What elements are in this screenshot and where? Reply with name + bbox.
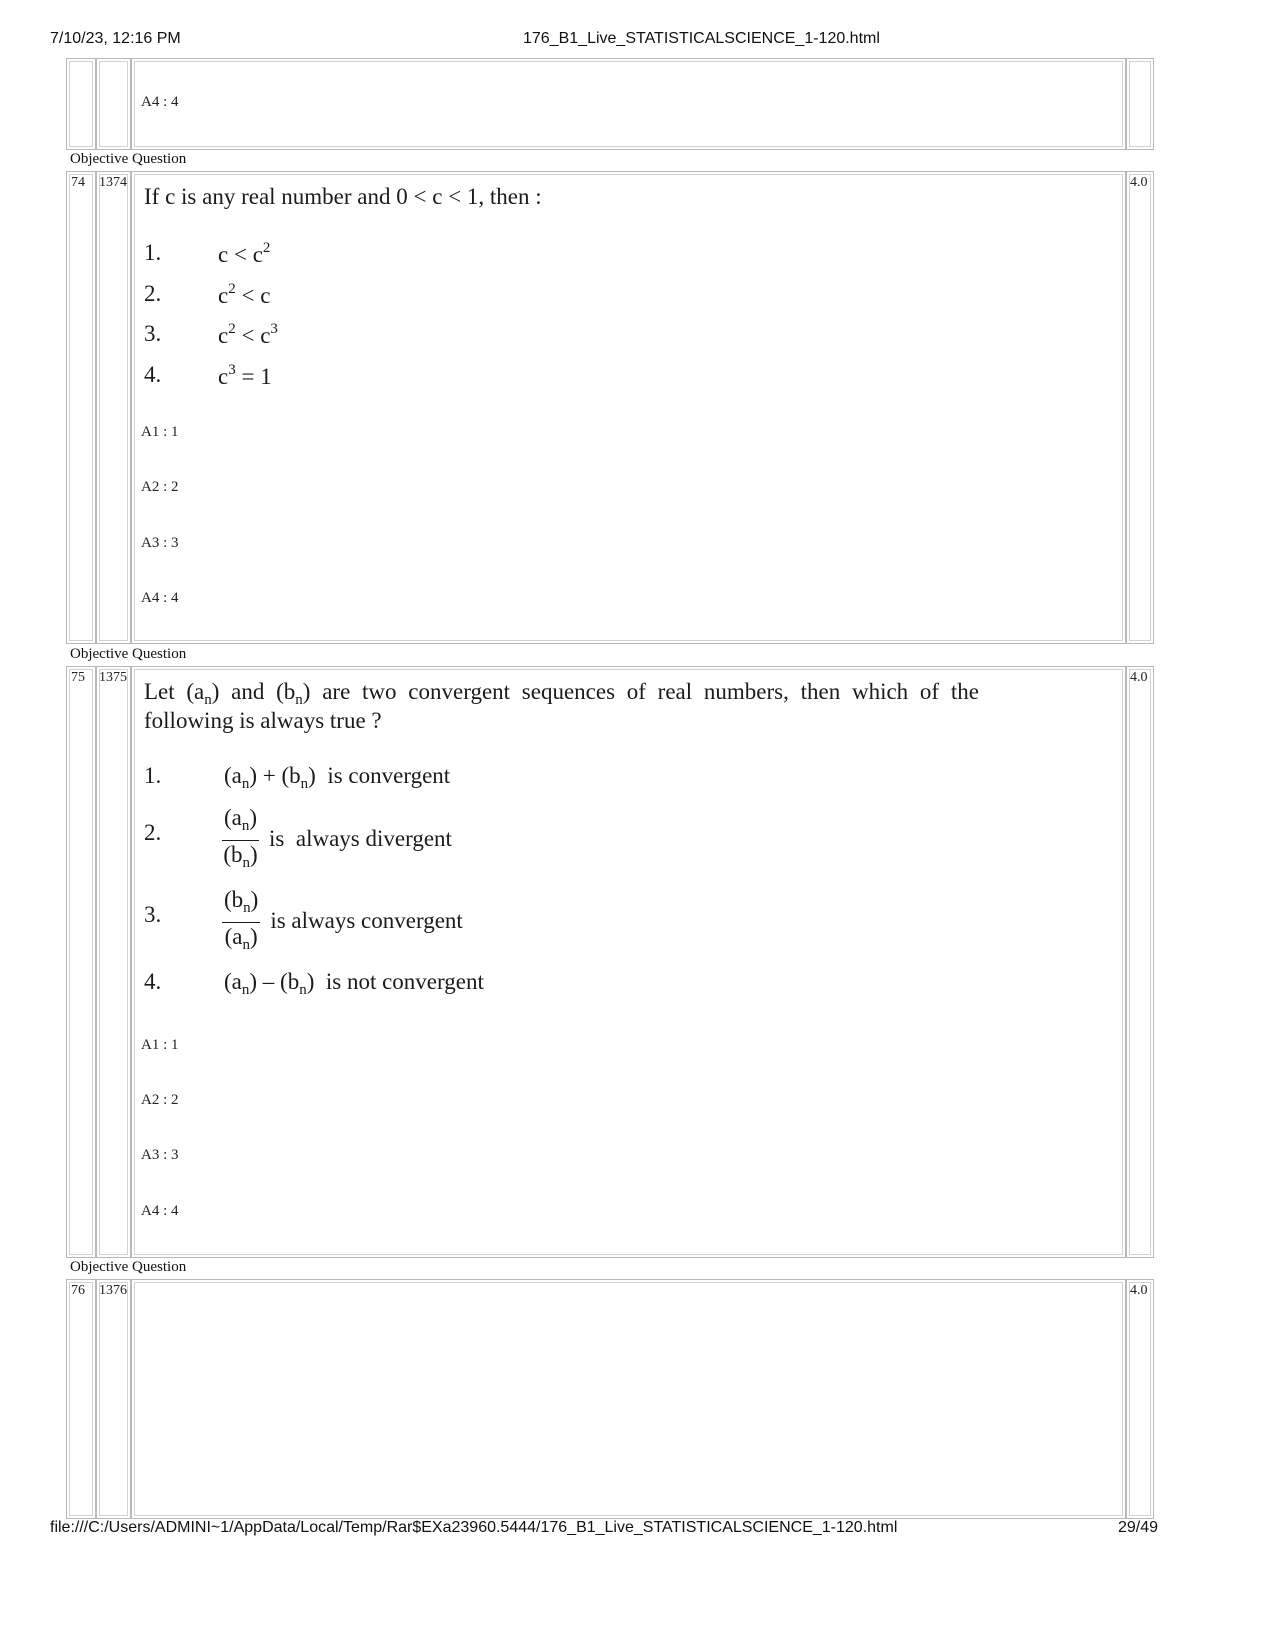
answer-3: A3 : 3 (141, 1147, 179, 1163)
prev-marks-cell (1126, 58, 1154, 150)
question-id: 1375 (99, 670, 127, 685)
serial-number: 74 (71, 175, 85, 190)
question-body-cell (131, 171, 1126, 644)
print-doc-title: 176_B1_Live_STATISTICALSCIENCE_1-120.html (523, 30, 880, 47)
question-body-cell (131, 1279, 1126, 1519)
marks-cell (1126, 666, 1154, 1258)
option-number: 4. (144, 362, 162, 387)
section-label: Objective Question (70, 1259, 187, 1275)
option-expression: $\frac{(b_n)}{(a_n)}$ is always convergent (224, 887, 463, 953)
sno-cell (66, 666, 96, 1258)
answer-1: A1 : 1 (141, 424, 179, 440)
option-number: 3. (144, 902, 162, 927)
marks-cell (1126, 171, 1154, 644)
answer-2: A2 : 2 (141, 479, 179, 495)
qid-cell (96, 171, 131, 644)
sno-cell (66, 171, 96, 644)
answer-1: A1 : 1 (141, 1037, 179, 1053)
option-number: 1. (144, 763, 162, 788)
answer-2: A2 : 2 (141, 1092, 179, 1108)
option-expression: $c^2 < c$ (218, 281, 271, 308)
answer-4: A4 : 4 (141, 1203, 179, 1219)
marks: 4.0 (1130, 1283, 1148, 1298)
print-page-number: 29/49 (1118, 1519, 1159, 1536)
option-expression: $c^3 = 1$ (218, 362, 272, 389)
question-body-cell (131, 666, 1126, 1258)
serial-number: 75 (71, 670, 85, 685)
answer-3: A3 : 3 (141, 535, 179, 551)
print-file-path: file:///C:/Users/ADMINI~1/AppData/Local/Temp/Rar$EXa23960.5444/176_B1_Live_STATISTICALSCIENCE_1-120.html (50, 1519, 901, 1537)
option-expression: $(a_n) - (b_n)$ is not convergent (224, 969, 484, 998)
qid-cell (96, 1279, 131, 1519)
print-datetime: 7/10/23, 12:16 PM (50, 30, 181, 47)
marks-cell (1126, 1279, 1154, 1519)
marks: 4.0 (1130, 670, 1148, 685)
qid-cell (96, 666, 131, 1258)
marks: 4.0 (1130, 175, 1148, 190)
option-number: 1. (144, 240, 162, 265)
serial-number: 76 (71, 1283, 85, 1298)
option-expression: $\frac{(a_n)}{(b_n)}$ is always divergent (223, 805, 452, 871)
option-expression: $c < c^2$ (218, 240, 271, 267)
answer-4: A4 : 4 (141, 590, 179, 606)
sno-cell (66, 1279, 96, 1519)
option-expression: $c^2 < c^3$ (218, 321, 278, 348)
question-text-line-2: following is always true ? (144, 708, 382, 733)
section-label: Objective Question (70, 151, 187, 167)
option-expression: $(a_n) + (b_n)$ is convergent (224, 763, 451, 792)
question-text: If c is any real number and 0 < c < 1, then : (144, 184, 542, 209)
option-number: 2. (144, 820, 162, 845)
question-text-line-1: Let $(a_n)$ and $(b_n)$ are two convergent sequences of real numbers, then which of the (144, 679, 979, 708)
prev-qid-cell (96, 58, 131, 150)
prev-sno-cell (66, 58, 96, 150)
section-label: Objective Question (70, 646, 187, 662)
prev-body-cell (131, 58, 1126, 150)
option-number: 3. (144, 321, 162, 346)
question-id: 1376 (99, 1283, 127, 1298)
prev-answer-4: A4 : 4 (141, 94, 179, 110)
option-number: 2. (144, 281, 162, 306)
option-number: 4. (144, 969, 162, 994)
question-id: 1374 (99, 175, 127, 190)
